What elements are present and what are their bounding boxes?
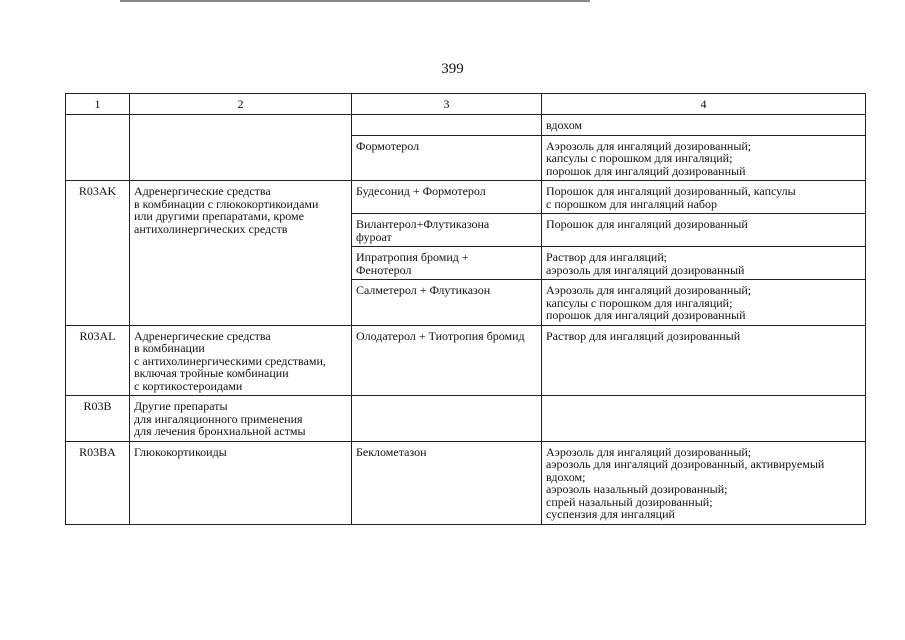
drug-name-cell: Будесонид + Формотерол — [352, 181, 542, 214]
header-cell-3: 3 — [352, 94, 542, 115]
atc-code-cell: R03B — [66, 396, 130, 442]
header-cell-1: 1 — [66, 94, 130, 115]
table-row — [66, 441, 866, 524]
atc-code-cell — [66, 115, 130, 181]
anatomic-group-cell: Адренергические средства в комбинации с глюкокортикоидами или другими препаратами, кроме антихолинергических средств — [130, 181, 352, 326]
drug-name-cell — [352, 115, 542, 136]
drug-name-cell: Формотерол — [352, 135, 542, 181]
drug-name-cell: Беклометазон — [352, 441, 542, 524]
anatomic-group-cell: Другие препараты для ингаляционного применения для лечения бронхиальной астмы — [130, 396, 352, 442]
anatomic-group-cell: Адренергические средства в комбинации с антихолинергическими средствами, включая тройные комбинации с кортикостероидами — [130, 325, 352, 396]
drug-name-cell — [352, 396, 542, 442]
drug-name-cell: Салметерол + Флутиказон — [352, 280, 542, 326]
drug-name-cell: Ипратропия бромид + Фенотерол — [352, 247, 542, 280]
table-row — [66, 396, 866, 442]
dosage-form-cell — [542, 396, 866, 442]
drug-name-cell: Олодатерол + Тиотропия бромид — [352, 325, 542, 396]
atc-code-cell: R03AL — [66, 325, 130, 396]
dosage-form-cell: Аэрозоль для ингаляций дозированный; аэрозоль для ингаляций дозированный, активируемый вдохом; аэрозоль назальный дозированный; спрей назальный дозированный; суспензия для ингаляций — [542, 441, 866, 524]
atc-code-cell: R03BA — [66, 441, 130, 524]
table-body — [66, 94, 866, 525]
table-row — [66, 115, 866, 136]
dosage-form-cell: Аэрозоль для ингаляций дозированный; капсулы с порошком для ингаляций; порошок для ингаляций дозированный — [542, 135, 866, 181]
page-number: 399 — [441, 61, 464, 77]
dosage-form-cell: Порошок для ингаляций дозированный, капсулы с порошком для ингаляций набор — [542, 181, 866, 214]
table-row — [66, 325, 866, 396]
anatomic-group-cell: Глюкокортикоиды — [130, 441, 352, 524]
dosage-form-cell: Аэрозоль для ингаляций дозированный; капсулы с порошком для ингаляций; порошок для ингаляций дозированный — [542, 280, 866, 326]
atc-code-cell: R03AK — [66, 181, 130, 326]
dosage-form-cell: вдохом — [542, 115, 866, 136]
header-cell-4: 4 — [542, 94, 866, 115]
dosage-form-cell: Раствор для ингаляций; аэрозоль для ингаляций дозированный — [542, 247, 866, 280]
dosage-form-cell: Порошок для ингаляций дозированный — [542, 214, 866, 247]
drug-name-cell: Вилантерол+Флутиказона фуроат — [352, 214, 542, 247]
anatomic-group-cell — [130, 115, 352, 181]
dosage-form-cell: Раствор для ингаляций дозированный — [542, 325, 866, 396]
top-rule — [120, 0, 590, 2]
header-cell-2: 2 — [130, 94, 352, 115]
header-row — [66, 94, 866, 115]
drug-table — [65, 93, 866, 525]
table-row — [66, 181, 866, 214]
